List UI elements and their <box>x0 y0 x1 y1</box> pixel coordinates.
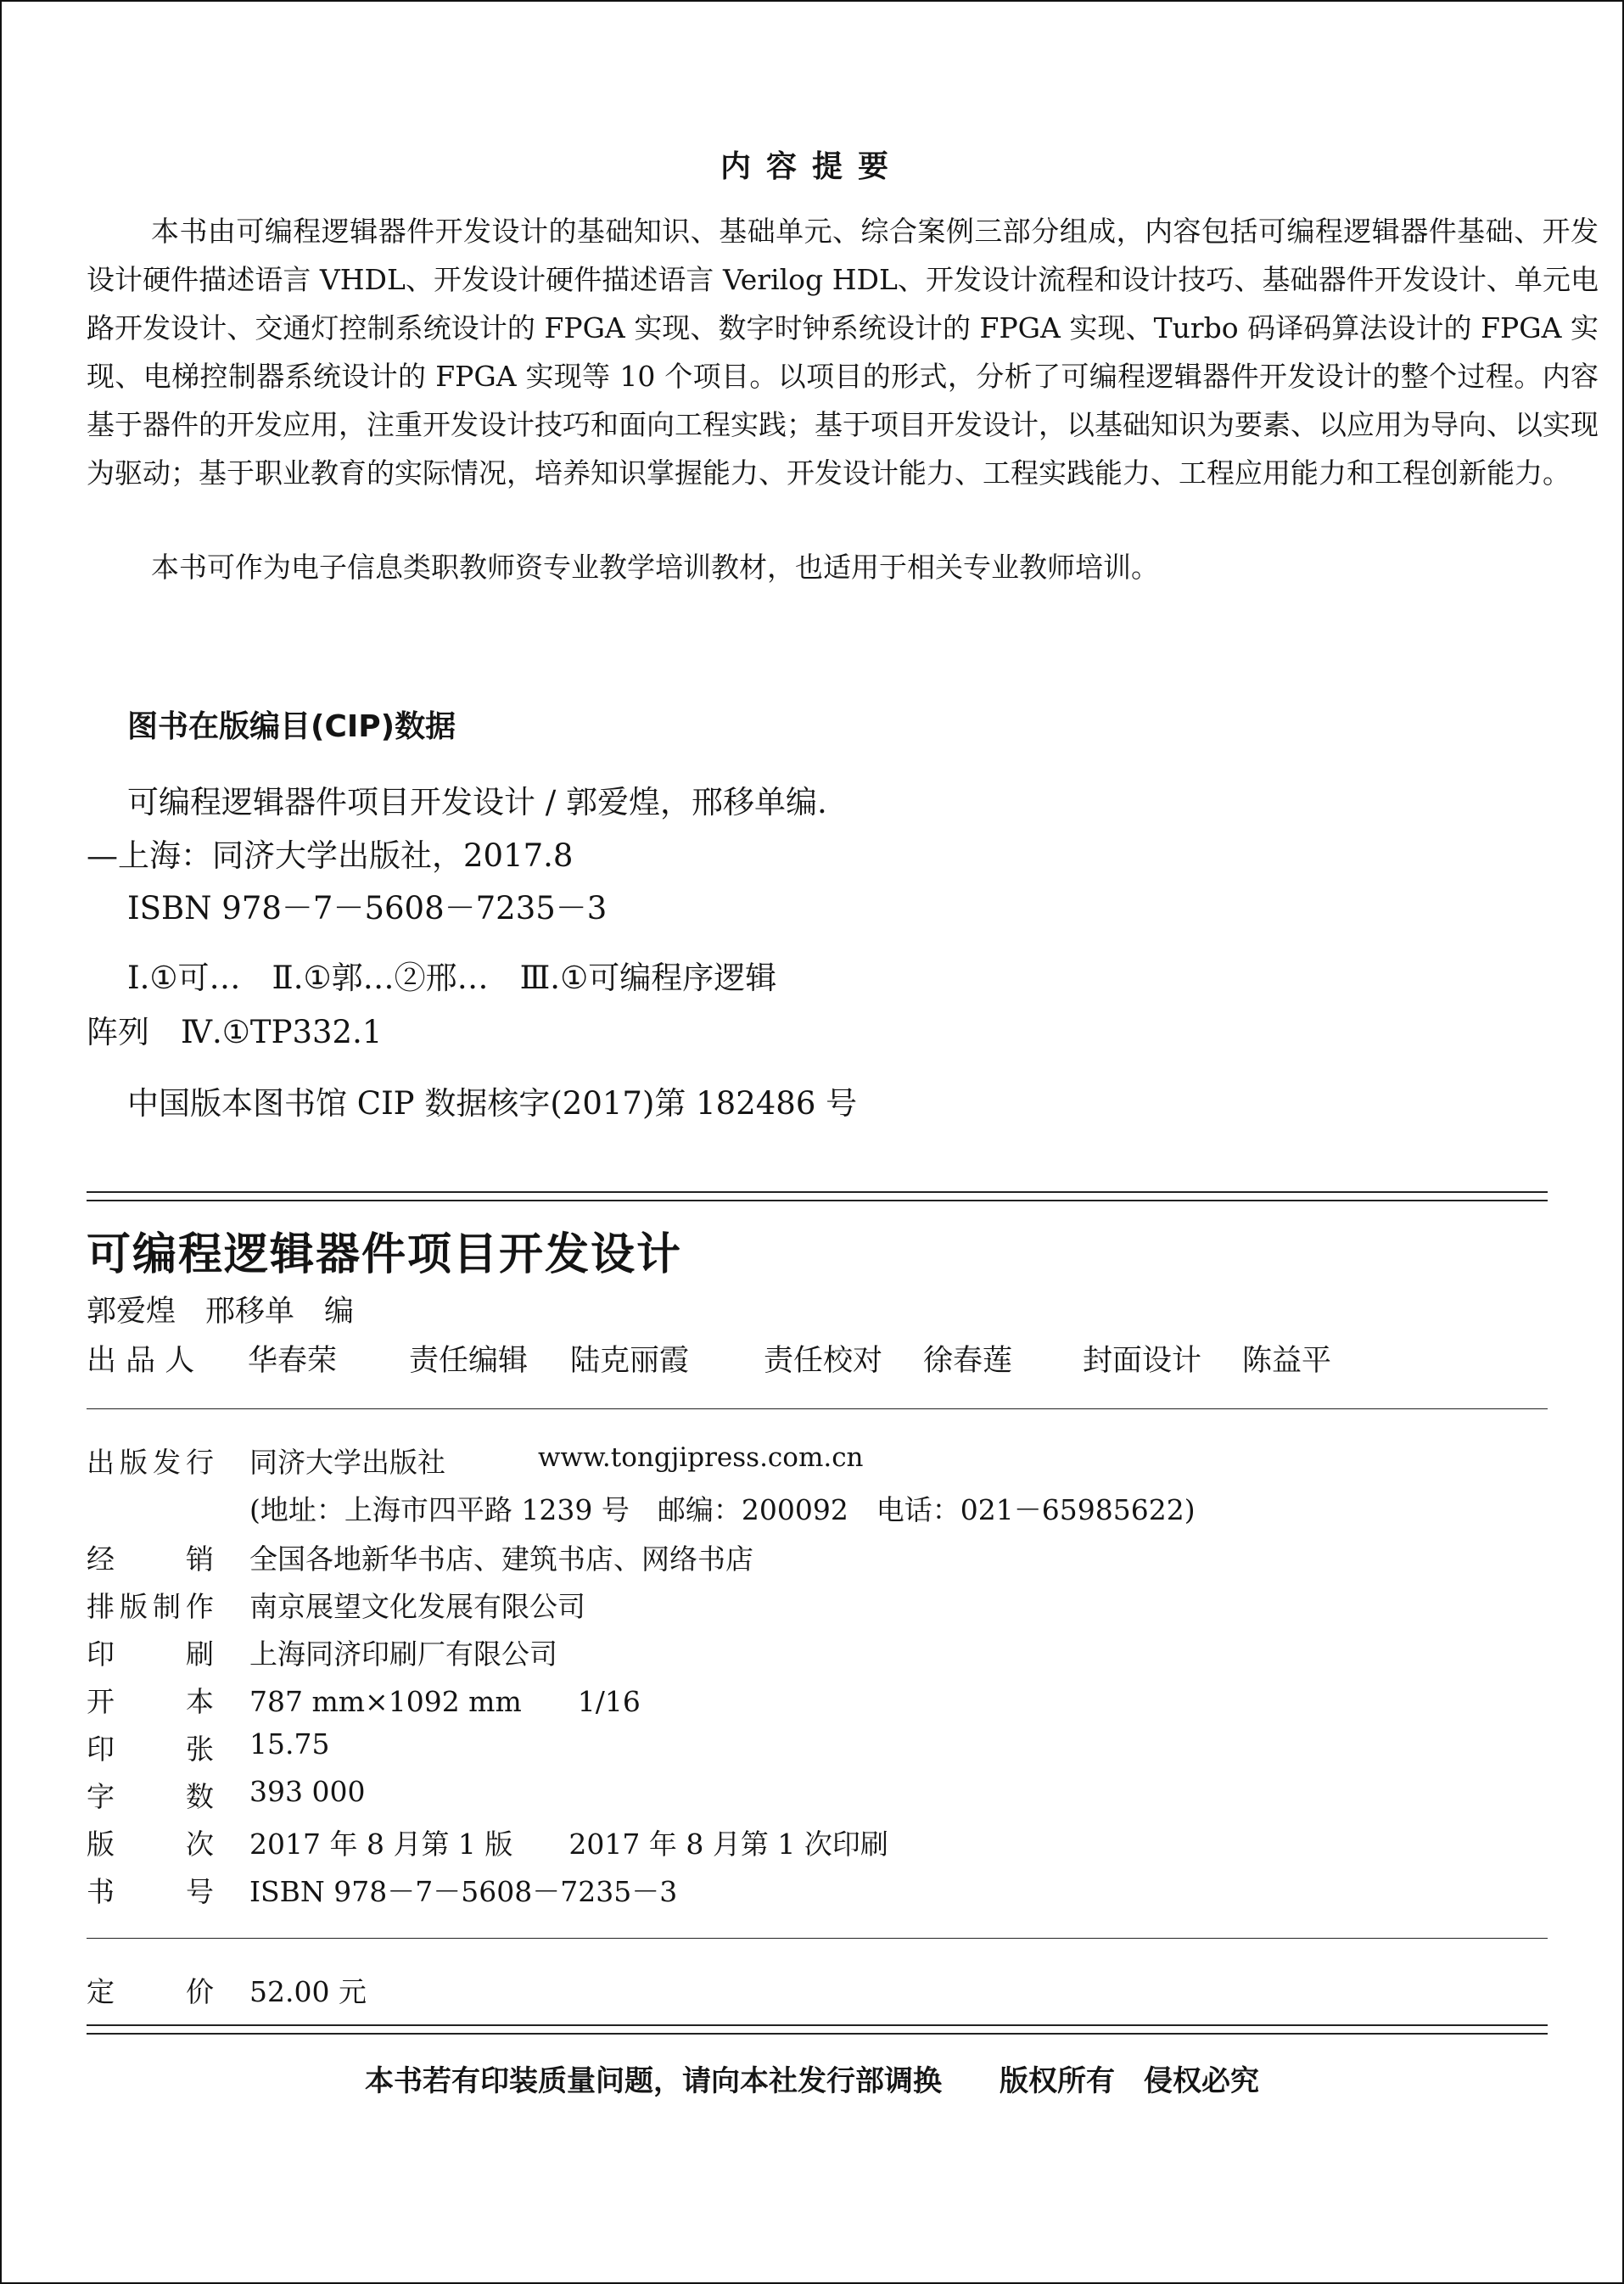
summary-paragraph-2: 本书可作为电子信息类职教师资专业教学培训教材，也适用于相关专业教师培训。 <box>151 551 1159 584</box>
staff-label-cover-design: 封面设计 <box>1083 1344 1202 1378</box>
row-label-word-count: 字数 <box>87 1780 214 1813</box>
staff-name-editor: 陆克丽霞 <box>570 1344 690 1378</box>
row-label-edition: 版次 <box>87 1828 214 1861</box>
rule-mid <box>87 1408 1548 1409</box>
cip-line-3: ISBN 978－7－5608－7235－3 <box>127 890 608 926</box>
row-value-sheets: 15.75 <box>249 1727 330 1761</box>
double-rule-bottom-a <box>87 2024 1548 2026</box>
row-value-typesetting: 南京展望文化发展有限公司 <box>249 1590 585 1623</box>
staff-row <box>87 1337 1529 1380</box>
staff-name-producer: 华春荣 <box>248 1344 338 1378</box>
row-value-edition: 2017 年 8 月第 1 版 2017 年 8 月第 1 次印刷 <box>249 1828 888 1861</box>
cip-line-2: —上海：同济大学出版社，2017.8 <box>87 837 574 874</box>
row-value-price: 52.00 元 <box>249 1975 367 2008</box>
row-label-price: 定价 <box>87 1975 214 2008</box>
staff-label-proofreader: 责任校对 <box>764 1344 883 1378</box>
staff-label-editor: 责任编辑 <box>409 1344 529 1378</box>
rule-price <box>87 1938 1548 1939</box>
cip-heading: 图书在版编目(CIP)数据 <box>127 709 456 744</box>
cip-line-6: 中国版本图书馆 CIP 数据核字(2017)第 182486 号 <box>127 1085 858 1122</box>
publisher-address: (地址：上海市四平路 1239 号 邮编：200092 电话：021－65985622) <box>249 1493 1196 1526</box>
staff-label-producer: 出 品 人 <box>87 1344 195 1378</box>
publisher-label: 出版发行 <box>87 1446 214 1479</box>
publisher-website: www.tongjipress.com.cn <box>538 1442 864 1473</box>
row-label-typesetting: 排版制作 <box>87 1590 214 1623</box>
double-rule-top-b <box>87 1200 1548 1201</box>
row-label-printing: 印刷 <box>87 1637 214 1671</box>
row-label-sheets: 印张 <box>87 1733 214 1766</box>
cip-line-1: 可编程逻辑器件项目开发设计 / 郭爱煌，邢移单编. <box>127 784 827 820</box>
footer-notice: 本书若有印装质量问题，请向本社发行部调换 版权所有 侵权必究 <box>365 2064 1259 2098</box>
double-rule-top-a <box>87 1191 1548 1193</box>
row-label-distribution: 经销 <box>87 1542 214 1576</box>
double-rule-bottom-b <box>87 2033 1548 2035</box>
row-label-isbn: 书号 <box>87 1875 214 1908</box>
book-authors: 郭爱煌 邢移单 编 <box>87 1295 355 1329</box>
cip-line-4: Ⅰ.①可… Ⅱ.①郭…②邢… Ⅲ.①可编程序逻辑 <box>127 960 777 996</box>
staff-name-proofreader: 徐春莲 <box>923 1344 1013 1378</box>
row-value-format: 787 mm×1092 mm 1/16 <box>249 1685 641 1718</box>
summary-paragraph-1: 本书由可编程逻辑器件开发设计的基础知识、基础单元、综合案例三部分组成，内容包括可编程逻辑器件基础、开发设计硬件描述语言 VHDL、开发设计硬件描述语言 Verilog HDL、开发设计流程和设计技巧、基础器件开发设计、单元电路开发设计、交通灯控制系统设计的 FPGA 实现、数字时钟系统设计的 FPGA 实现、Turbo 码译码算法设计的 FPGA 实现、电梯控制器系统设计的 FPGA 实现等 10 个项目。以项目的形式，分析了可编程逻辑器件开发设计的整个过程。内容基于器件的开发应用，注重开发设计技巧和面向工程实践；基于项目开发设计，以基础知识为要素、以应用为导向、以实现为驱动；基于职业教育的实际情况，培养知识掌握能力、开发设计能力、工程实践能力、工程应用能力和工程创新能力。 <box>87 215 1599 490</box>
row-value-isbn: ISBN 978－7－5608－7235－3 <box>249 1875 678 1908</box>
summary-title: 内容提要 <box>720 149 904 184</box>
cip-line-5: 阵列 Ⅳ.①TP332.1 <box>87 1014 383 1050</box>
row-value-printing: 上海同济印刷厂有限公司 <box>249 1637 557 1671</box>
row-value-word-count: 393 000 <box>249 1775 366 1808</box>
staff-name-cover-design: 陈益平 <box>1242 1344 1332 1378</box>
row-label-format: 开本 <box>87 1685 214 1718</box>
row-value-distribution: 全国各地新华书店、建筑书店、网络书店 <box>249 1542 753 1576</box>
publisher-name: 同济大学出版社 <box>249 1446 445 1479</box>
book-title: 可编程逻辑器件项目开发设计 <box>87 1229 683 1280</box>
